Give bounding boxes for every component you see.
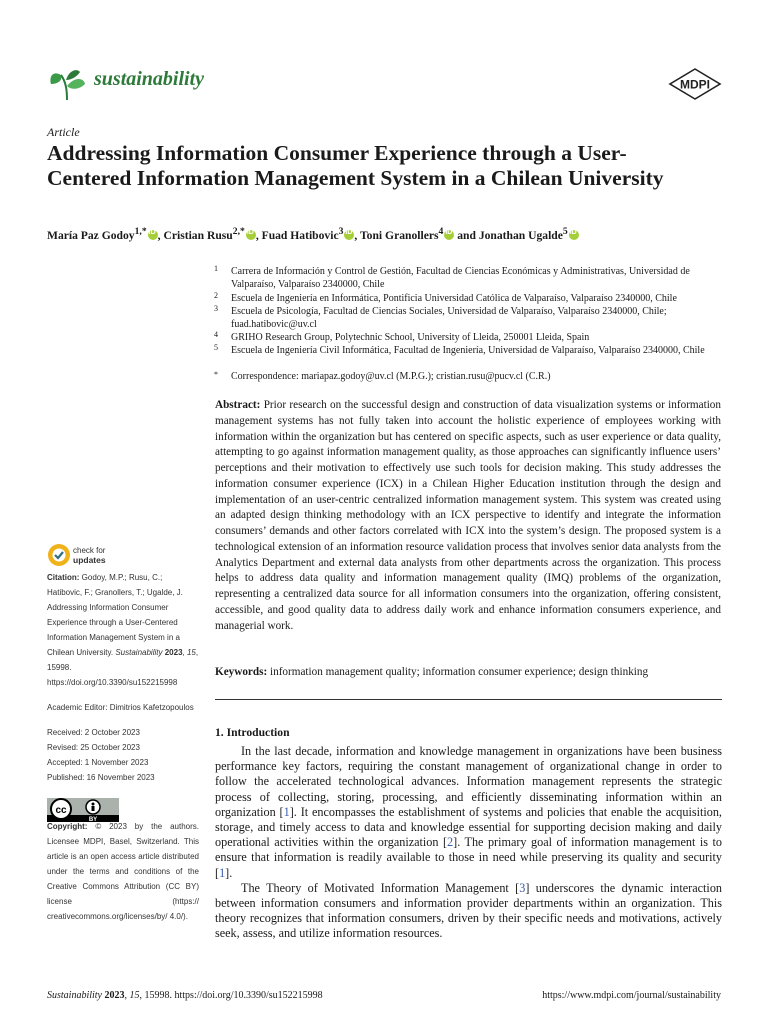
orcid-icon[interactable]: [246, 230, 256, 240]
cc-label: cc: [55, 805, 67, 816]
intro-body: [215, 744, 722, 942]
author-sup: 4: [438, 226, 444, 237]
author-sup: 5: [562, 226, 568, 237]
affiliation-mark: *: [214, 370, 218, 379]
citation-link[interactable]: 1: [283, 804, 290, 819]
journal-logo-icon: [47, 66, 87, 102]
article-title: Addressing Information Consumer Experience through a User-Centered Information Management System in a Chilean University: [47, 141, 664, 190]
keywords: [215, 666, 721, 678]
publisher-name: MDPI: [680, 77, 710, 92]
author-name: Cristian Rusu: [163, 228, 233, 242]
author-name: Toni Granollers: [360, 228, 439, 242]
citation-link[interactable]: 3: [519, 880, 526, 895]
citation-block: Citation: Godoy, M.P.; Rusu, C.; Hatibovic, F.; Granollers, T.; Ugalde, J. Addressing Information Consumer Experience through a User-Centered Information Management System in a Chilean University. Sustainability 2023, 15, 15998. https://doi.org/10.3390/su152215998: [47, 573, 199, 687]
affiliation-text: Carrera de Información y Control de Gestión, Facultad de Ciencias Económicas y Administrativas, Universidad de Valparaíso, Valparaíso 2340000, Chile: [231, 266, 690, 290]
section-heading: 1. Introduction: [215, 726, 290, 739]
orcid-icon[interactable]: [148, 230, 158, 240]
abstract-text: Prior research on the successful design and construction of data visualization systems or information management systems has not fully taken into account the holistic experience of employees working with information within the organization but has centered on specific aspects, such as user experience or data quality, attempting to go against information management quality, as those approaches can significantly influence users’ perceptions and their motivation to effectively use such tools for decision making. This study addresses the information consumer experience (ICX) in a Chilean Higher Education institution through the design and implementation of an user-centric centralized information management system. This system was created using an adapted design thinking methodology with an ICX perspective to identify and integrate the information consumers’ demands and other factors correlated with ICX into the system’s design. The proposed system is a technological extension of an information resource validation process that involves senior data analysts from the Analytics Department and external data analysts from other departments across the organization. This process helps to address data quality and information management quality (IMQ) problems of the organization, representing a centralized data source for all information consumers into the organization, offering consistent, accessible, and good quality data to address daily work and enhance information consumers experience, and managerial work.: [215, 399, 721, 632]
published-date: Published: 16 November 2023: [47, 773, 155, 782]
abstract-label: Abstract:: [215, 399, 261, 411]
revised-date: Revised: 25 October 2023: [47, 743, 140, 752]
affiliation-mark: 4: [214, 330, 218, 339]
affiliation-text: Escuela de Ingeniería Civil Informática, Facultad de Ingeniería, Universidad de Valparaíso, Valparaíso 2340000, Chile: [231, 345, 705, 356]
cc-by-license-icon[interactable]: [47, 798, 119, 822]
author-name: Fuad Hatibovic: [261, 228, 339, 242]
footer-journal-url[interactable]: https://www.mdpi.com/journal/sustainability: [542, 990, 721, 1001]
author-sup: 3: [338, 226, 344, 237]
accepted-date: Accepted: 1 November 2023: [47, 758, 149, 767]
affiliation-mark: 3: [214, 304, 218, 313]
abstract: [215, 398, 721, 634]
orcid-icon[interactable]: [344, 230, 354, 240]
affiliation-text: GRIHO Research Group, Polytechnic School, University of Lleida, 250001 Lleida, Spain: [231, 332, 590, 343]
author-name: Jonathan Ugalde: [478, 228, 563, 242]
footer-citation: Sustainability 2023, 15, 15998. https://doi.org/10.3390/su152215998: [47, 990, 323, 1001]
article-type: Article: [47, 125, 80, 139]
journal-name: sustainability: [94, 68, 205, 90]
affiliation-text: Escuela de Psicología, Facultad de Ciencias Sociales, Universidad de Valparaíso, Valparaíso 2340000, Chile; fuad.hatibovic@uv.cl: [231, 306, 667, 330]
section-divider: [215, 699, 722, 700]
check-label-2: updates: [73, 555, 106, 565]
citation-link[interactable]: 2: [447, 835, 454, 850]
paragraph: In the last decade, information and knowledge management in organizations have been business performance key factors, requiring the constant management of organizational change in order to follow the accelerated technological advances. Information management represents the strategic process of collecting, storing, processing, and efficiently disseminating information within an organization [1]. It encompasses the establishment of systems and policies that enable the acquisition, storage, and timely access to data and knowledge essential for supporting decision making and daily operational activities within the organization [2]. The primary goal of information management is to ensure that information is readily available to those in need while preserving its quality and security [1].: [215, 744, 722, 880]
copyright-block: Copyright: © 2023 by the authors. Licensee MDPI, Basel, Switzerland. This article is an open access article distributed under the terms and conditions of the Creative Commons Attribution (CC BY) license (https:// creativecommons.org/licenses/by/ 4.0/).: [47, 822, 199, 921]
citation-link[interactable]: 1: [219, 865, 226, 880]
author-sup: 1,*: [134, 226, 147, 237]
orcid-icon[interactable]: [569, 230, 579, 240]
affiliation-mark: 2: [214, 291, 218, 300]
sidebar: [47, 570, 199, 924]
correspondence-text: Correspondence: mariapaz.godoy@uv.cl (M.P.G.); cristian.rusu@pucv.cl (C.R.): [231, 371, 551, 382]
affiliation-text: Escuela de Ingeniería en Informática, Pontificia Universidad Católica de Valparaíso, Valparaíso 2340000, Chile: [231, 293, 677, 304]
affiliation-mark: 5: [214, 343, 218, 352]
orcid-icon[interactable]: [444, 230, 454, 240]
affiliation-mark: 1: [214, 264, 218, 273]
author-sup: 2,*: [232, 226, 245, 237]
by-label: BY: [88, 817, 98, 822]
received-date: Received: 2 October 2023: [47, 728, 140, 737]
mdpi-logo-icon: [668, 68, 722, 100]
keywords-text: information management quality; information consumer experience; design thinking: [270, 666, 649, 678]
keywords-label: Keywords:: [215, 666, 268, 678]
academic-editor: Academic Editor: Dimitrios Kafetzopoulos: [47, 703, 194, 712]
author-name: María Paz Godoy: [47, 228, 135, 242]
check-label-1: check for: [73, 546, 106, 555]
paragraph: The Theory of Motivated Information Management [3] underscores the dynamic interaction between information consumers and information provider departments within an organization. This theory recognizes that information consumers, driven by their specific needs and motivations, actively seek, assess, and utilize information resources.: [215, 880, 723, 941]
author-list: María Paz Godoy$^{1,*}$iD , Cristian Rusu$^{2,*}$iD , Fuad Hatibovic$^3$iD , Toni Granollers$^4$iD and Jonathan Ugalde$^5$iD: [47, 226, 737, 242]
check-for-updates-badge[interactable]: [47, 543, 127, 567]
